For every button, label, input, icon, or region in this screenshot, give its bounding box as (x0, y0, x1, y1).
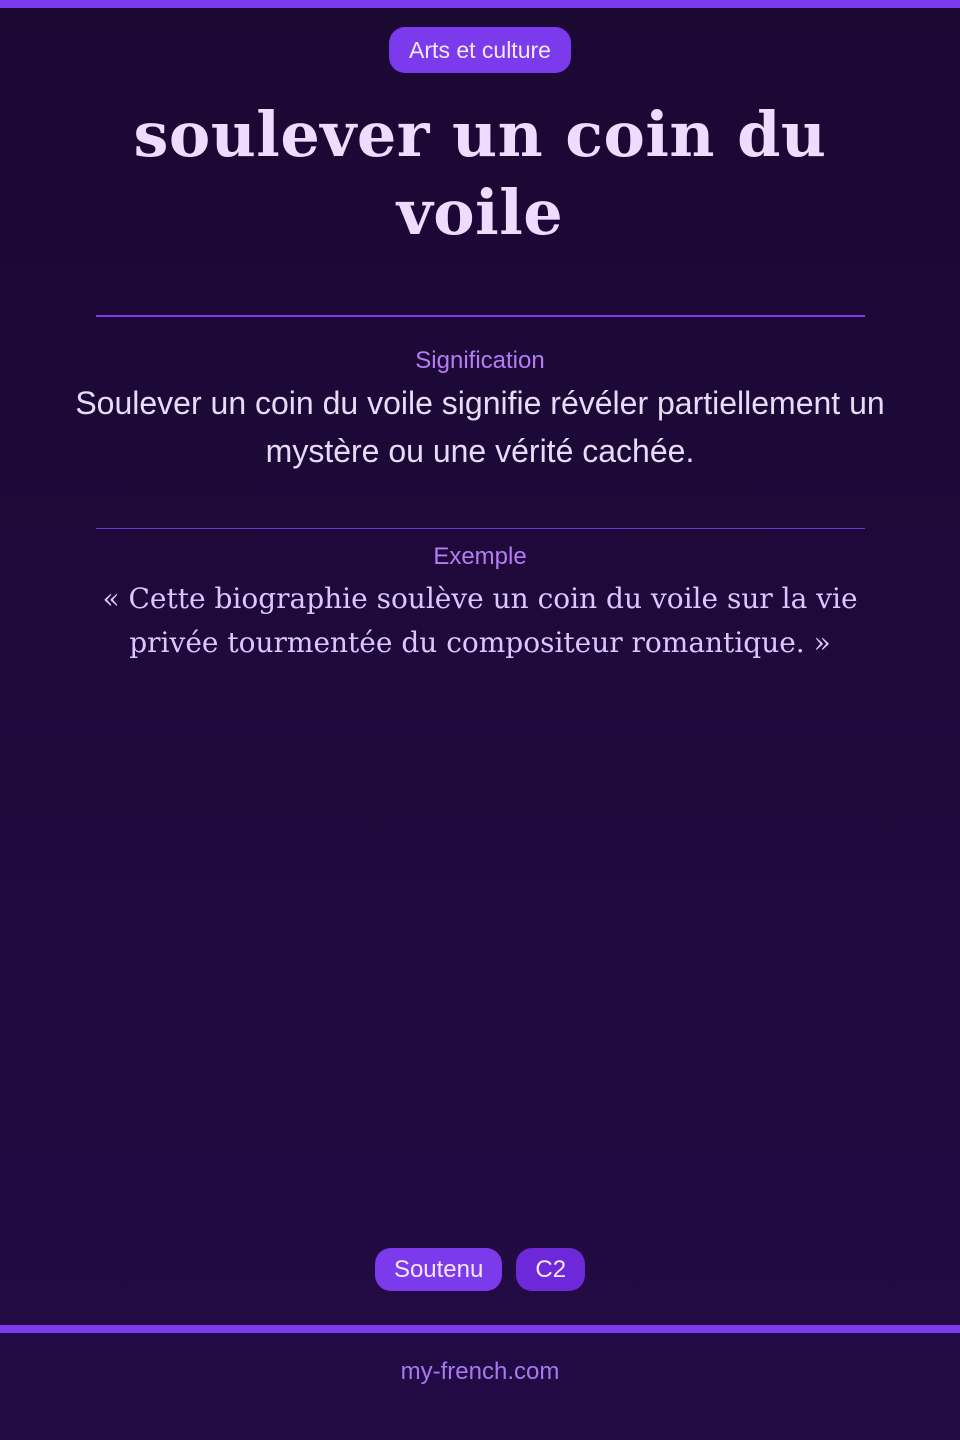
footer-accent-bar (0, 1325, 960, 1333)
title-divider (96, 315, 865, 317)
meaning-label: Signification (415, 347, 545, 374)
example-label: Exemple (433, 543, 527, 570)
level-tag: C2 (516, 1248, 585, 1291)
example-text: « Cette biographie soulève un coin du voile sur la vie privée tourmentée du compositeur romantique. » (102, 582, 858, 659)
tag-list (0, 1248, 960, 1291)
idiom-title: soulever un coin du voile (133, 98, 827, 249)
footer-site-link[interactable]: my-french.com (400, 1358, 560, 1385)
register-tag: Soutenu (375, 1248, 502, 1291)
section-divider (96, 528, 865, 529)
meaning-text: Soulever un coin du voile signifie révéler partiellement un mystère ou une vérité cachée. (75, 385, 885, 469)
top-accent-bar (0, 0, 960, 8)
category-badge: Arts et culture (389, 27, 571, 73)
